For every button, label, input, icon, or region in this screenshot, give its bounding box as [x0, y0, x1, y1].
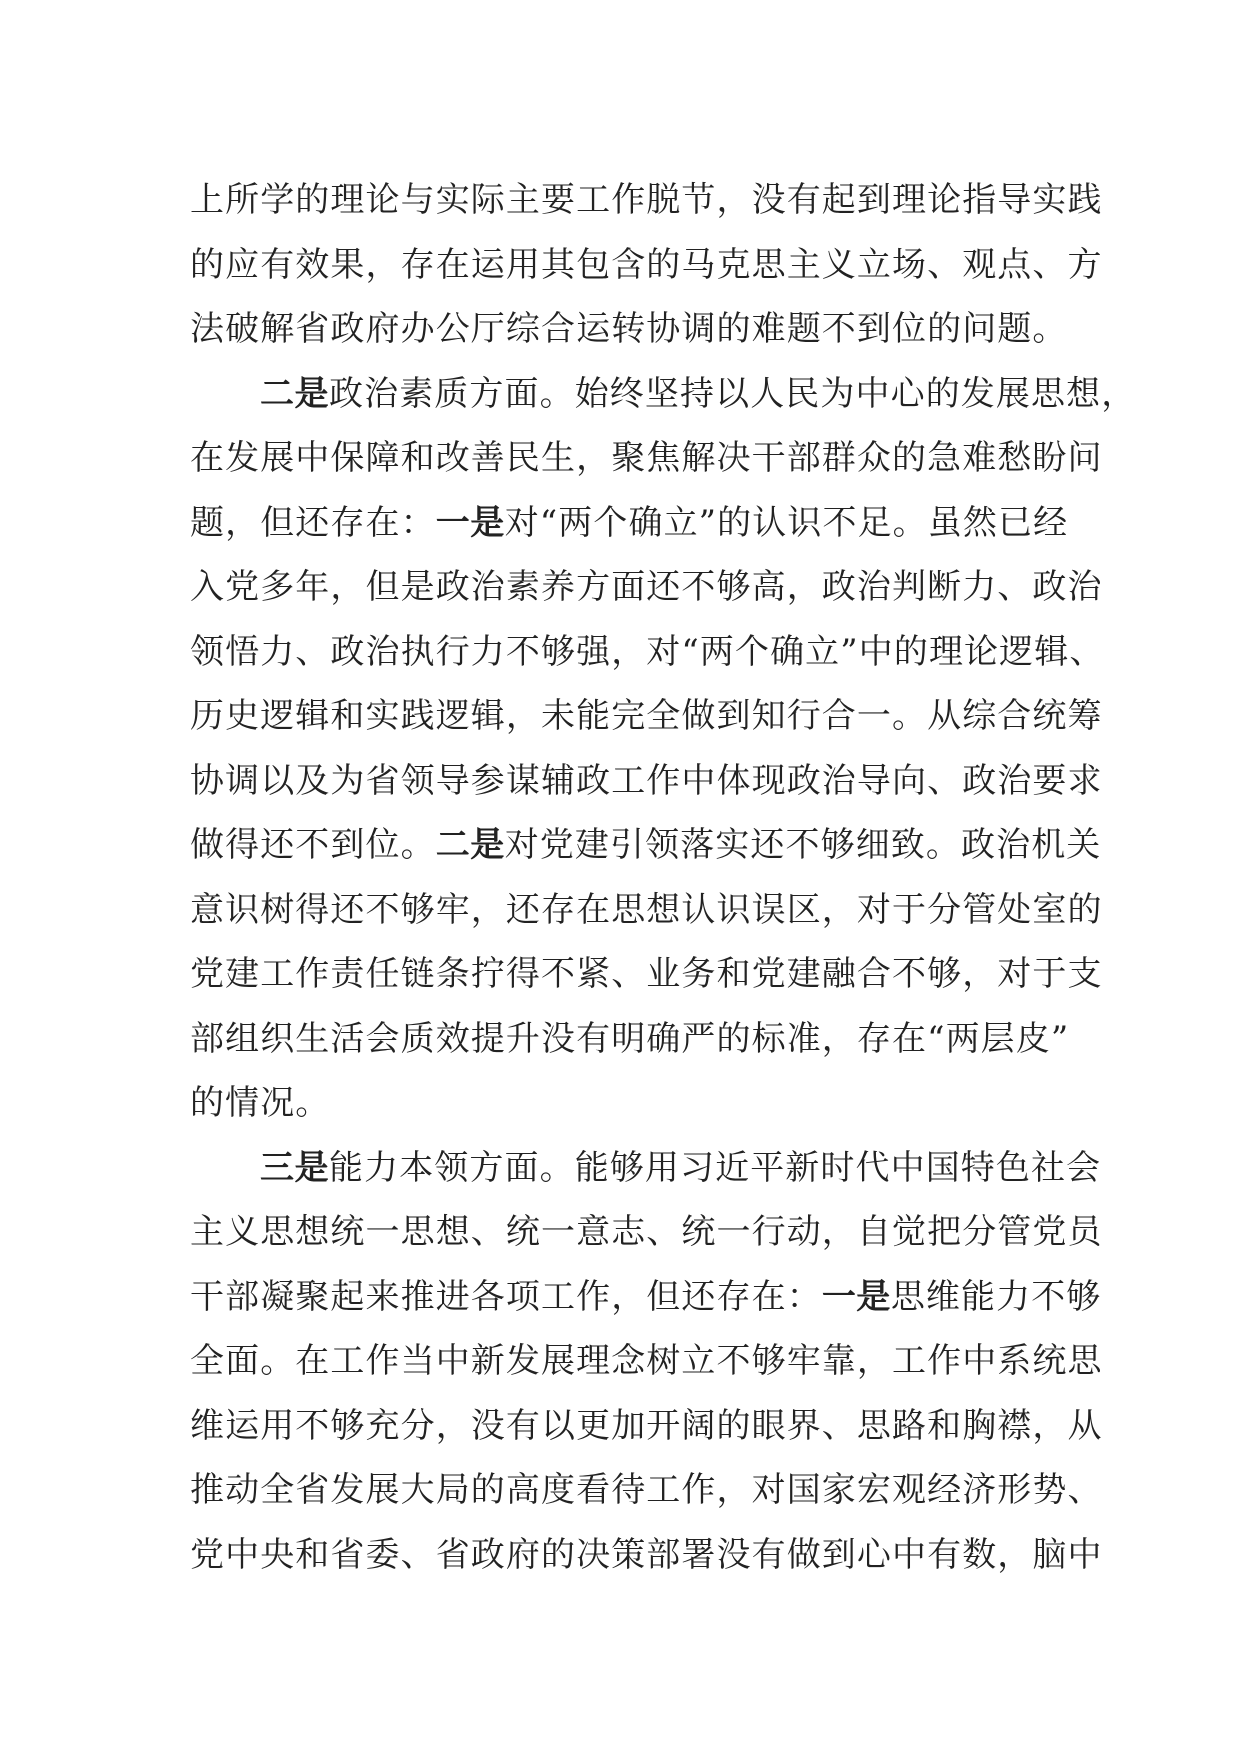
document-body — [190, 168, 1137, 1587]
text-run: 主义思想统一思想、统一意志、统一行动，自觉把分管党员 — [190, 1212, 1103, 1252]
text-run: 意识树得还不够牢，还存在思想认识误区，对于分管处室的 — [190, 889, 1103, 930]
text-run: 对“两个确立”的认识不足。虽然已经 — [504, 502, 1069, 543]
text-line — [190, 1200, 1103, 1265]
text-run: 上所学的理论与实际主要工作脱节，没有起到理论指导实践 — [190, 180, 1103, 220]
bold-lead-text: 一是 — [435, 502, 505, 543]
text-run: 历史逻辑和实践逻辑，未能完全做到知行合一。从综合统筹 — [190, 696, 1103, 736]
text-line — [190, 620, 1105, 685]
text-run: 协调以及为省领导参谋辅政工作中体现政治导向、政治要求 — [190, 760, 1103, 801]
text-run: 题，但还存在： — [190, 502, 436, 543]
text-line — [190, 491, 1070, 556]
text-run: 的情况。 — [190, 1083, 331, 1123]
text-line — [190, 813, 1102, 878]
text-line — [190, 1071, 1070, 1136]
text-run: 政治素质方面。始终坚持以人民为中心的发展思想， — [329, 373, 1137, 414]
bold-lead-text: 一是 — [821, 1276, 891, 1317]
text-run: 对党建引领落实还不够细致。政治机关 — [504, 825, 1102, 865]
bold-lead-text: 三是 — [260, 1147, 329, 1188]
text-line — [190, 1458, 1103, 1523]
text-run: 推动全省发展大局的高度看待工作，对国家宏观经济形势、 — [190, 1470, 1103, 1510]
bold-lead-text: 二是 — [435, 825, 505, 865]
text-run: 入党多年，但是政治素养方面还不够高，政治判断力、政治 — [190, 567, 1103, 607]
text-run: 的应有效果，存在运用其包含的马克思主义立场、观点、方 — [190, 244, 1103, 285]
text-run: 领悟力、政治执行力不够强，对“两个确立”中的理论逻辑、 — [190, 631, 1105, 672]
text-line — [190, 1394, 1103, 1459]
text-line — [190, 297, 1070, 362]
paragraph-start-line — [190, 1136, 1102, 1201]
text-run: 能力本领方面。能够用习近平新时代中国特色社会 — [329, 1147, 1102, 1188]
text-run: 全面。在工作当中新发展理念树立不够牢靠，工作中系统思 — [190, 1341, 1103, 1381]
text-run: 干部凝聚起来推进各项工作，但还存在： — [190, 1276, 822, 1317]
text-line — [190, 942, 1103, 1007]
text-line — [190, 555, 1103, 620]
text-run: 思维能力不够 — [890, 1276, 1102, 1317]
text-line — [190, 168, 1103, 233]
text-run: 维运用不够充分，没有以更加开阔的眼界、思路和胸襟，从 — [190, 1405, 1103, 1446]
text-line — [190, 1265, 1102, 1330]
text-line — [190, 233, 1103, 298]
text-run: 党中央和省委、省政府的决策部署没有做到心中有数，脑中 — [190, 1534, 1103, 1575]
text-run: 在发展中保障和改善民生，聚焦解决干部群众的急难愁盼问 — [190, 438, 1103, 478]
text-line — [190, 684, 1103, 749]
text-run: 党建工作责任链条拧得不紧、业务和党建融合不够，对于支 — [190, 954, 1103, 994]
text-line — [190, 878, 1103, 943]
text-line — [190, 1523, 1103, 1588]
text-run: 部组织生活会质效提升没有明确严的标准，存在“两层皮” — [190, 1018, 1070, 1059]
text-line — [190, 749, 1103, 814]
text-run: 法破解省政府办公厅综合运转协调的难题不到位的问题。 — [190, 309, 1068, 349]
paragraph-start-line — [190, 362, 1137, 427]
text-line — [190, 1329, 1103, 1394]
text-line — [190, 1007, 1070, 1072]
bold-lead-text: 二是 — [260, 373, 329, 414]
text-line — [190, 426, 1103, 491]
text-run: 做得还不到位。 — [190, 825, 436, 865]
